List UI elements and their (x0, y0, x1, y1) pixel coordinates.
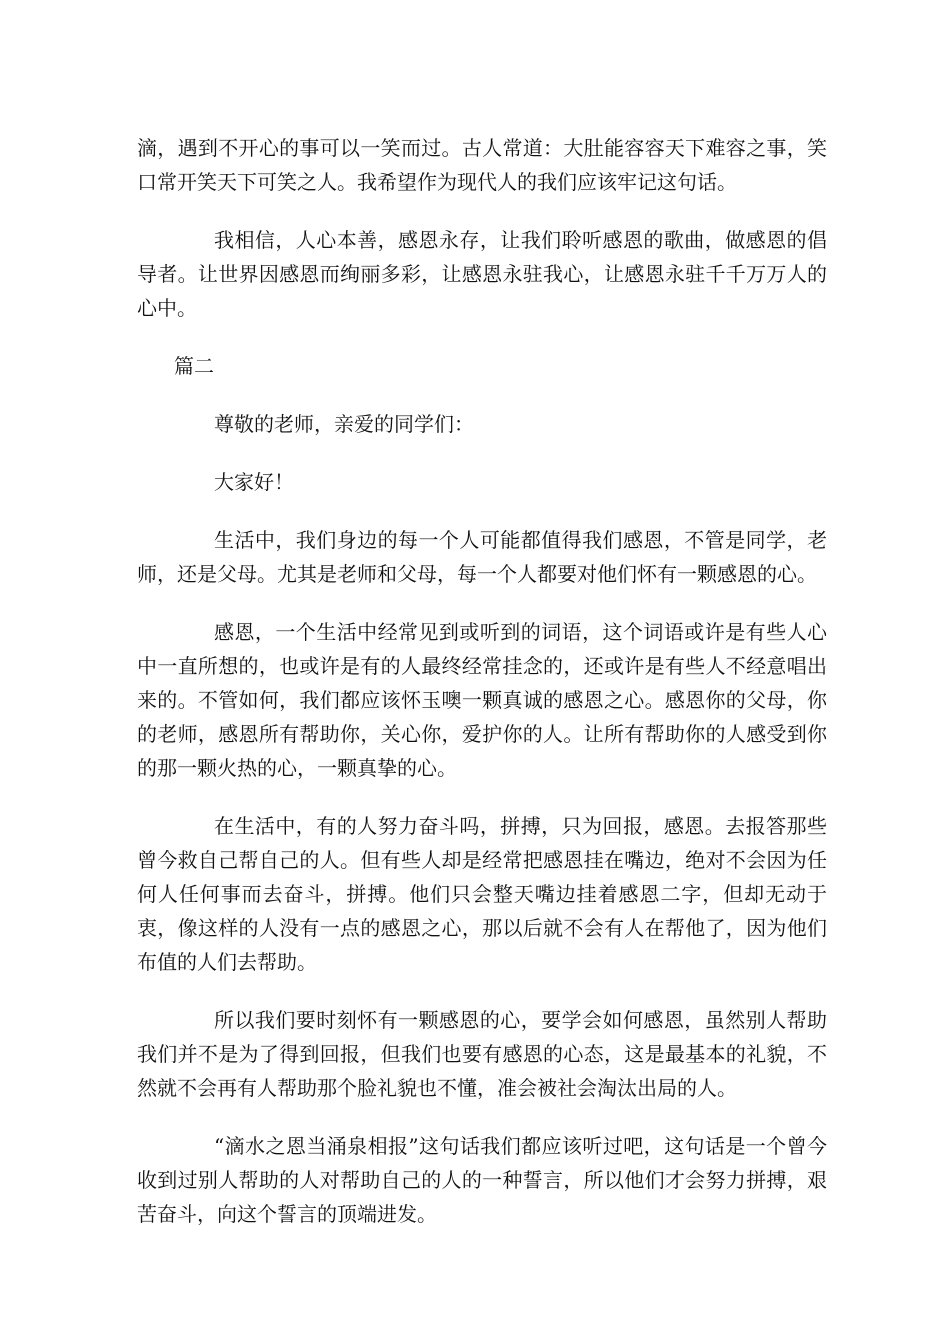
paragraph: 生活中，我们身边的每一个人可能都值得我们感恩，不管是同学，老师，还是父母。尤其是老师和父母，每一个人都要对他们怀有一颗感恩的心。 (137, 528, 827, 586)
paragraph: “滴水之恩当涌泉相报”这句话我们都应该听过吧，这句话是一个曾今收到过别人帮助的人对帮助自己的人的一种誓言，所以他们才会努力拼搏，艰苦奋斗，向这个誓言的顶端进发。 (137, 1134, 827, 1226)
paragraph-continuation: 滴，遇到不开心的事可以一笑而过。古人常道：大肚能容容天下难容之事，笑口常开笑天下可笑之人。我希望作为现代人的我们应该牢记这句话。 (137, 136, 827, 194)
greeting: 大家好！ (214, 470, 294, 494)
salutation: 尊敬的老师，亲爱的同学们： (214, 412, 474, 436)
paragraph: 所以我们要时刻怀有一颗感恩的心，要学会如何感恩，虽然别人帮助我们并不是为了得到回报，但我们也要有感恩的心态，这是最基本的礼貌，不然就不会再有人帮助那个脸礼貌也不懂，准会被社会淘汰出局的人。 (137, 1008, 827, 1100)
paragraph: 感恩，一个生活中经常见到或听到的词语，这个词语或许是有些人心中一直所想的，也或许是有的人最终经常挂念的，还或许是有些人不经意唱出来的。不管如何，我们都应该怀玉噢一颗真诚的感恩之心。感恩你的父母，你的老师，感恩所有帮助你，关心你，爱护你的人。让所有帮助你的人感受到你的那一颗火热的心，一颗真挚的心。 (137, 620, 827, 780)
paragraph: 在生活中，有的人努力奋斗吗，拼搏，只为回报，感恩。去报答那些曾今救自己帮自己的人。但有些人却是经常把感恩挂在嘴边，绝对不会因为任何人任何事而去奋斗，拼搏。他们只会整天嘴边挂着感恩二字，但却无动于衷，像这样的人没有一点的感恩之心，那以后就不会有人在帮他了，因为他们布值的人们去帮助。 (137, 814, 827, 974)
section-heading: 篇二 (174, 354, 214, 378)
paragraph: 我相信，人心本善，感恩永存，让我们聆听感恩的歌曲，做感恩的倡导者。让世界因感恩而绚丽多彩，让感恩永驻我心，让感恩永驻千千万万人的心中。 (137, 228, 827, 320)
document-body (137, 131, 827, 1255)
